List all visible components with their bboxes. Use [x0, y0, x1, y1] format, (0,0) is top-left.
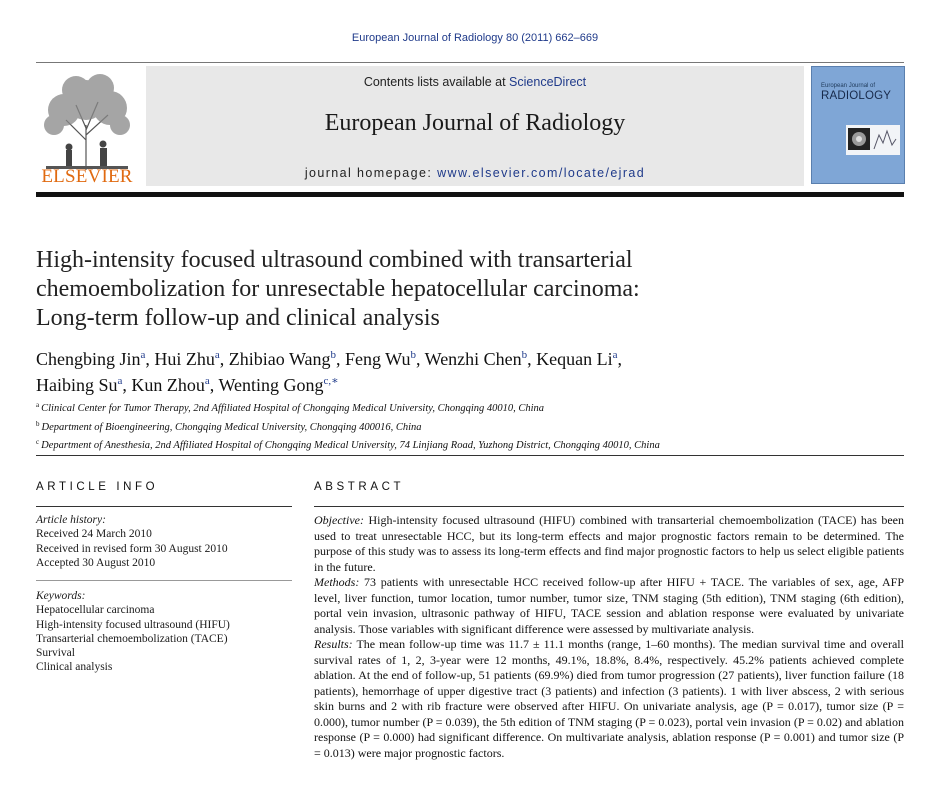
author-name[interactable]: Feng Wu: [345, 349, 411, 369]
keyword: High-intensity focused ultrasound (HIFU): [36, 618, 230, 631]
homepage-prefix: journal homepage:: [304, 166, 438, 180]
author-affiliation-marker[interactable]: c,∗: [323, 375, 339, 387]
author-name[interactable]: Haibing Su: [36, 375, 118, 395]
title-line: Long-term follow-up and clinical analysis: [36, 305, 440, 331]
affiliation-text: Department of Bioengineering, Chongqing Medical University, Chongqing 400016, China: [41, 421, 422, 433]
affiliation-text: Department of Anesthesia, 2nd Affiliated Hospital of Chongqing Medical University, 74 Linjiang Road, Yuzhong District, Chongqing 40010, China: [41, 440, 660, 451]
top-rule: [36, 62, 904, 63]
keyword: Transarterial chemoembolization (TACE): [36, 632, 228, 645]
author-affiliation-marker[interactable]: a: [214, 349, 220, 361]
contents-prefix: Contents lists available at: [363, 75, 510, 89]
author-name[interactable]: Wenzhi Chen: [424, 349, 522, 369]
homepage-line: [146, 166, 804, 180]
author-affiliation-marker[interactable]: a: [117, 375, 123, 387]
title-line: High-intensity focused ultrasound combined with transarterial: [36, 247, 633, 273]
author-name[interactable]: Hui Zhu: [154, 349, 215, 369]
sciencedirect-link[interactable]: ScienceDirect: [509, 75, 587, 89]
affiliation: [36, 435, 906, 454]
journal-name: European Journal of Radiology: [324, 110, 626, 136]
contents-line: [146, 75, 804, 89]
affiliation: [36, 398, 906, 417]
revised-date: Received in revised form 30 August 2010: [36, 542, 228, 555]
author-name[interactable]: Chengbing Jin: [36, 349, 141, 369]
elsevier-wordmark: ELSEVIER: [41, 166, 133, 187]
article-info-heading: ARTICLE INFO: [36, 481, 159, 493]
abstract-body: [314, 513, 904, 761]
history-rule: [36, 580, 292, 581]
objective-label: Objective:: [314, 513, 364, 527]
abstract-heading: ABSTRACT: [314, 481, 405, 493]
journal-citation[interactable]: European Journal of Radiology 80 (2011) 662–669: [351, 32, 599, 44]
homepage-link[interactable]: www.elsevier.com/locate/ejrad: [437, 166, 646, 180]
abstract-results: [314, 637, 904, 761]
author-affiliation-marker[interactable]: a: [140, 349, 146, 361]
affiliations: [36, 398, 906, 454]
methods-label: Methods:: [314, 575, 360, 589]
journal-cover[interactable]: [811, 66, 905, 184]
accepted-date: Accepted 30 August 2010: [36, 556, 156, 569]
article-title: [36, 246, 906, 333]
article-info-rule: [36, 506, 292, 507]
author-affiliation-marker[interactable]: b: [521, 349, 528, 361]
keywords-label: Keywords:: [36, 590, 86, 602]
results-text: The mean follow-up time was 11.7 ± 11.1 months (range, 1–60 months). The median survival time and overall survival rates of 1, 2, 3-year were 12 months, 49.1%, 18.8%, 8.4%, respectively. 45.2% patients achieved complete ablation. At the end of follow-up, 51 patients (69.9%) died from tumor progression (27 patients), liver function failure (18 patients), hemorrhage of upper digestive tract (3 patients) and infection (3 patients). 1 with liver abscess, 2 with serious skin burns and 2 with rib fracture were observed after HIFU. On univariate analysis, age (P = 0.017), tumor size (P = 0.000), tumor number (P = 0.039), the 5th edition of TNM staging (P = 0.023), portal vein invasion (P = 0.02) and ablation response (P = 0.000) had significant difference. On multivariate analysis, ablation response (P = 0.001) and tumor size (P = 0.013) were major prognostic factors.: [314, 637, 904, 760]
author-name[interactable]: Kequan Li: [536, 349, 613, 369]
history-label: Article history:: [36, 514, 106, 526]
author-list: Chengbing Jin$^a$, Hui Zhu$^a$, Zhibiao Wang$^b$, Feng Wu$^b$, Wenzhi Chen$^b$, Kequan Li$^a$, Haibing Su$^a$, Kun Zhou$^a$, Wenting Gong$^{c,∗}$: [36, 349, 623, 395]
affiliation-text: Clinical Center for Tumor Therapy, 2nd Affiliated Hospital of Chongqing Medical University, Chongqing 40010, China: [41, 403, 545, 414]
article-history: [36, 513, 292, 570]
methods-text: 73 patients with unresectable HCC received follow-up after HIFU + TACE. The variables of sex, age, AFP level, liver function, tumor location, tumor number, tumor size, TNM staging (5th edition), TNM staging (6th edition), portal vein invasion, ultrasonic pathway of HIFU, TACE session and ablation response were evaluated by univariate analysis. Those variables with significant difference were assessed by multivariate analysis.: [314, 575, 905, 636]
affiliation-marker: b: [36, 419, 40, 428]
author-affiliation-marker[interactable]: b: [330, 349, 336, 361]
affiliation-marker: a: [36, 401, 40, 409]
cover-scan-image: [846, 125, 900, 155]
keyword: Survival: [36, 647, 75, 660]
abstract-methods: [314, 575, 904, 637]
author-affiliation-marker[interactable]: b: [410, 349, 416, 361]
results-label: Results:: [314, 637, 353, 651]
objective-text: High-intensity focused ultrasound (HIFU) combined with transarterial chemoembolization (TACE) has been used to treat unresectable HCC, but its long-term effects and major prognostic factors remain to be determined. The purpose of this study was to assess its long-term effects and find major prognostic factors to help us select eligible patients in the future.: [314, 513, 904, 574]
title-line: chemoembolization for unresectable hepatocellular carcinoma:: [36, 276, 640, 302]
header-rule: [36, 192, 904, 197]
author-name[interactable]: Kun Zhou: [131, 375, 205, 395]
keyword: Hepatocellular carcinoma: [36, 604, 155, 617]
cover-subtitle: European Journal of: [821, 83, 876, 89]
author-affiliation-marker[interactable]: a: [612, 349, 618, 361]
keywords: [36, 589, 292, 675]
author-affiliation-marker[interactable]: a: [204, 375, 210, 387]
received-date: Received 24 March 2010: [36, 528, 152, 541]
keyword: Clinical analysis: [36, 661, 113, 674]
section-divider: [36, 455, 904, 456]
author-name[interactable]: Zhibiao Wang: [228, 349, 331, 369]
affiliation: [36, 417, 906, 436]
cover-title: RADIOLOGY: [821, 90, 892, 102]
abstract-objective: [314, 513, 904, 575]
journal-header: [146, 66, 804, 186]
affiliation-marker: c: [36, 438, 40, 446]
author-name[interactable]: Wenting Gong: [218, 375, 324, 395]
abstract-rule: [314, 506, 904, 507]
